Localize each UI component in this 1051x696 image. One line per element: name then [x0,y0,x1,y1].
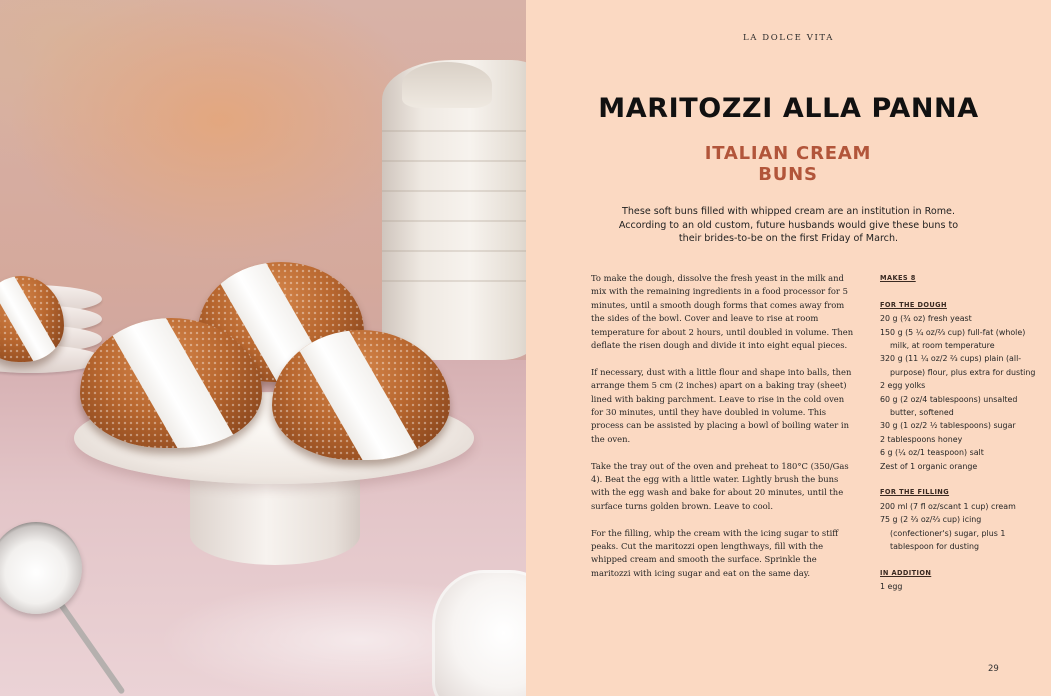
ingredient-item: 2 egg yolks [880,381,926,391]
ingredient-item: 200 ml (7 fl oz/scant 1 cup) cream [880,501,1016,511]
addition-heading: IN ADDITION [880,568,932,577]
recipe-intro: These soft buns filled with whipped cream are an institution in Rome. According to an old custom, future husbands would give these buns to their brides-to-be on the first Friday of March. [618,206,959,245]
recipe-page [526,0,1051,696]
page-number: 29 [988,664,999,674]
ingredient-item: 20 g (¾ oz) fresh yeast [880,314,972,324]
method-paragraph: For the filling, whip the cream with the icing sugar to stiff peaks. Cut the maritozzi open lengthways, fill with the whipped cream and smooth the surface. Sprinkle the maritozzi with icing sugar and eat on the same day. [591,527,839,578]
running-head: LA DOLCE VITA [743,33,834,43]
yield-label: MAKES 8 [880,274,916,282]
pitcher-spout [402,62,492,108]
ingredient-item: 6 g (¼ oz/1 teaspoon) salt [880,448,984,458]
ingredient-item: Zest of 1 organic orange [880,461,978,471]
addition-ingredients [880,580,1040,593]
ingredient-item: 150 g (5 ¼ oz/⅔ cup) full-fat (whole) milk, at room temperature [880,327,1026,351]
ingredient-item: 2 tablespoons honey [880,434,963,444]
filling-ingredients [880,500,1040,554]
ingredient-item: 1 egg [880,582,903,592]
dough-heading: FOR THE DOUGH [880,300,947,309]
ingredient-item: 320 g (11 ¼ oz/2 ⅔ cups) plain (all-purpose) flour, plus extra for dusting [880,354,1036,377]
ingredient-item: 30 g (1 oz/2 ½ tablespoons) sugar [880,421,1016,431]
whipped-cream-bowl [432,570,526,696]
method-paragraph: If necessary, dust with a little flour and shape into balls, then arrange them 5 cm (2 inches) apart on a baking tray (sheet) lined with baking parchment. Leave to rise in the cold oven for 30 minutes, until they have doubled in volume. This process can be assisted by placing a bowl of boiling water in the oven. [591,366,852,444]
ingredients-column [880,272,1040,607]
method-column [591,272,855,594]
side-bun [0,276,64,362]
method-paragraph: To make the dough, dissolve the fresh yeast in the milk and mix with the remaining ingredients in a food processor for 5 minutes, until a smooth dough forms that comes away from the sides of the bowl. Cover and leave to rise at room temperature for about 2 hours, until doubled in volume. Then deflate the risen dough and divide it into eight equal pieces. [591,273,854,351]
bun-left [80,318,262,448]
cake-stand-base [190,470,360,565]
ingredient-item: 75 g (2 ⅔ oz/⅔ cup) icing (confectioner's) sugar, plus 1 tablespoon for dusting [880,515,1006,552]
method-paragraph: Take the tray out of the oven and preheat to 180°C (350/Gas 4). Beat the egg with a little water. Lightly brush the buns with the egg wash and bake for about 20 minutes, until the surface turns golden brown. Leave to cool. [591,460,849,511]
recipe-title: MARITOZZI ALLA PANNA [598,93,979,124]
dough-ingredients [880,312,1040,473]
bun-right [272,330,450,460]
ingredient-item: 60 g (2 oz/4 tablespoons) unsalted butter, softened [880,394,1018,418]
recipe-subtitle: ITALIAN CREAM BUNS [704,143,872,185]
filling-heading: FOR THE FILLING [880,488,950,497]
